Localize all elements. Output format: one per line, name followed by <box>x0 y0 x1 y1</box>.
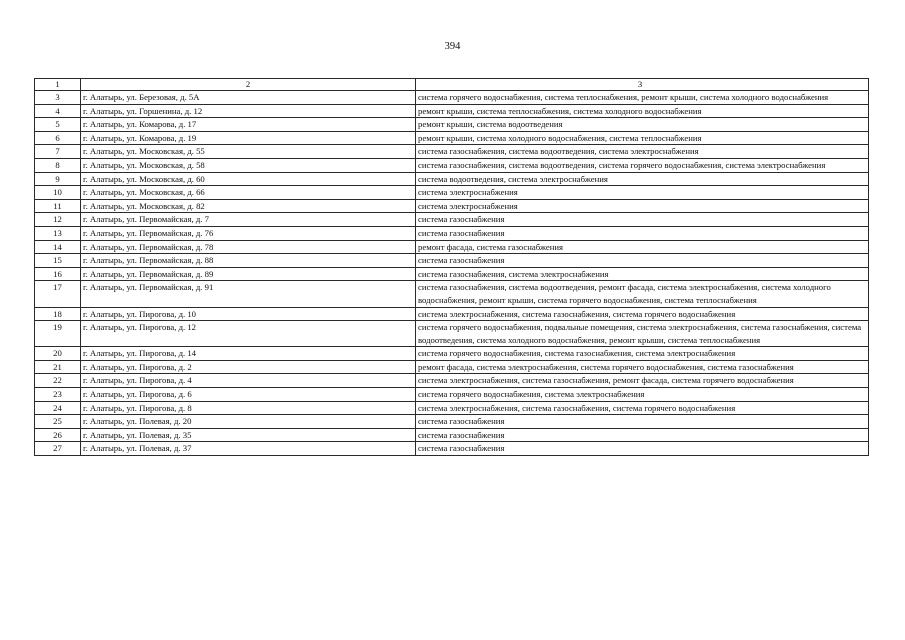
row-number-cell: 15 <box>35 254 81 268</box>
works-cell: система газоснабжения <box>416 415 869 429</box>
address-cell: г. Алатырь, ул. Первомайская, д. 76 <box>81 226 416 240</box>
works-cell: ремонт фасада, система электроснабжения, система горячего водоснабжения, система газоснабжения <box>416 360 869 374</box>
works-cell: система газоснабжения, система водоотведения, система электроснабжения <box>416 145 869 159</box>
table-row <box>35 186 869 200</box>
address-cell: г. Алатырь, ул. Первомайская, д. 78 <box>81 240 416 254</box>
row-number-cell: 22 <box>35 374 81 388</box>
table-header-row <box>35 79 869 91</box>
table-row <box>35 415 869 429</box>
works-cell: система горячего водоснабжения, система теплоснабжения, ремонт крыши, система холодного водоснабжения <box>416 91 869 105</box>
address-cell: г. Алатырь, ул. Комарова, д. 19 <box>81 131 416 145</box>
works-cell: система газоснабжения <box>416 254 869 268</box>
table-row <box>35 104 869 118</box>
works-cell: система электроснабжения <box>416 186 869 200</box>
row-number-cell: 5 <box>35 118 81 132</box>
address-cell: г. Алатырь, ул. Пирогова, д. 4 <box>81 374 416 388</box>
works-cell: система газоснабжения <box>416 428 869 442</box>
table-row <box>35 213 869 227</box>
address-cell: г. Алатырь, ул. Московская, д. 58 <box>81 158 416 172</box>
row-number-cell: 10 <box>35 186 81 200</box>
row-number-cell: 8 <box>35 158 81 172</box>
row-number-cell: 13 <box>35 226 81 240</box>
row-number-cell: 11 <box>35 199 81 213</box>
address-cell: г. Алатырь, ул. Московская, д. 55 <box>81 145 416 159</box>
table-row <box>35 145 869 159</box>
address-cell: г. Алатырь, ул. Пирогова, д. 12 <box>81 321 416 347</box>
row-number-cell: 27 <box>35 442 81 456</box>
table-row <box>35 267 869 281</box>
row-number-cell: 14 <box>35 240 81 254</box>
row-number-cell: 4 <box>35 104 81 118</box>
works-cell: система горячего водоснабжения, система газоснабжения, система электроснабжения <box>416 347 869 361</box>
address-works-table <box>34 78 869 456</box>
table-row <box>35 347 869 361</box>
header-col-2: 2 <box>81 79 416 91</box>
works-cell: система водоотведения, система электроснабжения <box>416 172 869 186</box>
row-number-cell: 26 <box>35 428 81 442</box>
address-cell: г. Алатырь, ул. Березовая, д. 5А <box>81 91 416 105</box>
row-number-cell: 24 <box>35 401 81 415</box>
row-number-cell: 12 <box>35 213 81 227</box>
table-row <box>35 131 869 145</box>
works-cell: ремонт крыши, система холодного водоснабжения, система теплоснабжения <box>416 131 869 145</box>
table-row <box>35 388 869 402</box>
address-cell: г. Алатырь, ул. Горшенина, д. 12 <box>81 104 416 118</box>
row-number-cell: 19 <box>35 321 81 347</box>
works-cell: система газоснабжения, система водоотведения, ремонт фасада, система электроснабжения, система холодного водоснабжения, ремонт крыши, система горячего водоснабжения, система теплоснабжения <box>416 281 869 307</box>
address-cell: г. Алатырь, ул. Первомайская, д. 7 <box>81 213 416 227</box>
address-cell: г. Алатырь, ул. Московская, д. 60 <box>81 172 416 186</box>
table-row <box>35 307 869 321</box>
row-number-cell: 9 <box>35 172 81 186</box>
address-cell: г. Алатырь, ул. Полевая, д. 20 <box>81 415 416 429</box>
row-number-cell: 18 <box>35 307 81 321</box>
table-row <box>35 199 869 213</box>
works-cell: система электроснабжения <box>416 199 869 213</box>
row-number-cell: 6 <box>35 131 81 145</box>
works-cell: система газоснабжения, система электроснабжения <box>416 267 869 281</box>
table-row <box>35 401 869 415</box>
works-cell: система газоснабжения <box>416 213 869 227</box>
header-col-3: 3 <box>416 79 869 91</box>
table-row <box>35 374 869 388</box>
works-cell: система электроснабжения, система газоснабжения, система горячего водоснабжения <box>416 401 869 415</box>
works-cell: система газоснабжения <box>416 226 869 240</box>
address-cell: г. Алатырь, ул. Пирогова, д. 8 <box>81 401 416 415</box>
row-number-cell: 25 <box>35 415 81 429</box>
works-cell: система горячего водоснабжения, система электроснабжения <box>416 388 869 402</box>
table-row <box>35 240 869 254</box>
row-number-cell: 21 <box>35 360 81 374</box>
row-number-cell: 16 <box>35 267 81 281</box>
address-cell: г. Алатырь, ул. Полевая, д. 37 <box>81 442 416 456</box>
address-cell: г. Алатырь, ул. Комарова, д. 17 <box>81 118 416 132</box>
address-cell: г. Алатырь, ул. Первомайская, д. 88 <box>81 254 416 268</box>
row-number-cell: 17 <box>35 281 81 307</box>
table-row <box>35 321 869 347</box>
works-cell: ремонт крыши, система водоотведения <box>416 118 869 132</box>
row-number-cell: 20 <box>35 347 81 361</box>
row-number-cell: 7 <box>35 145 81 159</box>
table-row <box>35 254 869 268</box>
row-number-cell: 23 <box>35 388 81 402</box>
address-cell: г. Алатырь, ул. Московская, д. 82 <box>81 199 416 213</box>
table-row <box>35 118 869 132</box>
works-cell: система газоснабжения, система водоотведения, система горячего водоснабжения, система электроснабжения <box>416 158 869 172</box>
table-row <box>35 158 869 172</box>
address-cell: г. Алатырь, ул. Пирогова, д. 6 <box>81 388 416 402</box>
works-cell: система горячего водоснабжения, подвальные помещения, система электроснабжения, система газоснабжения, система водоотведения, система холодного водоснабжения, ремонт крыши, система теплоснабжения <box>416 321 869 347</box>
address-cell: г. Алатырь, ул. Пирогова, д. 14 <box>81 347 416 361</box>
works-cell: ремонт крыши, система теплоснабжения, система холодного водоснабжения <box>416 104 869 118</box>
table-row <box>35 428 869 442</box>
works-cell: система газоснабжения <box>416 442 869 456</box>
table-row <box>35 281 869 307</box>
table-row <box>35 360 869 374</box>
works-cell: система электроснабжения, система газоснабжения, система горячего водоснабжения <box>416 307 869 321</box>
row-number-cell: 3 <box>35 91 81 105</box>
table-row <box>35 226 869 240</box>
works-cell: ремонт фасада, система газоснабжения <box>416 240 869 254</box>
address-cell: г. Алатырь, ул. Пирогова, д. 10 <box>81 307 416 321</box>
address-cell: г. Алатырь, ул. Первомайская, д. 91 <box>81 281 416 307</box>
table-row <box>35 172 869 186</box>
address-cell: г. Алатырь, ул. Пирогова, д. 2 <box>81 360 416 374</box>
page-number: 394 <box>444 41 461 52</box>
table-body <box>35 79 869 456</box>
works-cell: система электроснабжения, система газоснабжения, ремонт фасада, система горячего водоснабжения <box>416 374 869 388</box>
header-col-1: 1 <box>35 79 81 91</box>
address-cell: г. Алатырь, ул. Полевая, д. 35 <box>81 428 416 442</box>
address-cell: г. Алатырь, ул. Московская, д. 66 <box>81 186 416 200</box>
table-row <box>35 91 869 105</box>
address-cell: г. Алатырь, ул. Первомайская, д. 89 <box>81 267 416 281</box>
table-row <box>35 442 869 456</box>
